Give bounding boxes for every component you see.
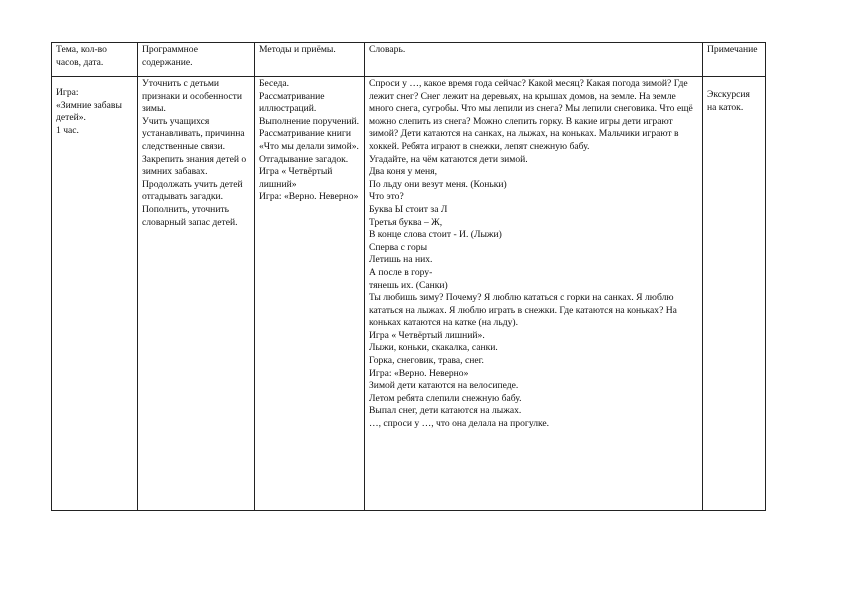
vocabulary-line: Летишь на них. xyxy=(369,254,433,266)
table-row xyxy=(52,77,766,511)
vocabulary-line: Третья буква – Ж, xyxy=(369,216,443,228)
cell-methods xyxy=(255,77,365,511)
vocabulary-line: Игра: «Верно. Неверно» xyxy=(369,367,469,379)
cell-vocabulary xyxy=(365,77,703,511)
vocabulary-line: …, спроси у …, что она делала на прогулке. xyxy=(369,418,550,430)
header-vocabulary: Словарь. xyxy=(365,43,703,77)
header-topic: Тема, кол-во часов, дата. xyxy=(52,43,138,77)
vocabulary-line: Игра « Четвёртый лишний». xyxy=(369,329,485,341)
method-item: Игра « Четвёртый лишний» xyxy=(259,166,333,190)
vocabulary-line: Зимой дети катаются на велосипеде. xyxy=(369,380,519,392)
cell-program xyxy=(138,77,255,511)
vocabulary-line: Лыжи, коньки, скакалка, санки. xyxy=(369,342,498,354)
method-item: Отгадывание загадок. xyxy=(259,153,349,165)
vocabulary-line: Летом ребята слепили снежную бабу. xyxy=(369,392,522,404)
vocabulary-line: Сперва с горы xyxy=(369,241,428,253)
vocabulary-line: Ты любишь зиму? Почему? Я люблю кататься с горки на санках. Я люблю кататься на лыжах. Я люблю играть в снежки. Где катаются на коньках? На коньках катаются на катке (на льду). xyxy=(369,292,677,329)
vocabulary-line: тянешь их. (Санки) xyxy=(369,279,448,291)
vocabulary-line: По льду они везут меня. (Коньки) xyxy=(369,178,507,190)
program-item: Уточнить с детьми признаки и особенности зимы. xyxy=(142,78,242,115)
vocabulary-line: В конце слова стоит - И. (Лыжи) xyxy=(369,229,502,241)
method-item: Рассматривание иллюстраций. xyxy=(259,90,325,115)
vocabulary-line: Выпал снег, дети катаются на лыжах. xyxy=(369,405,522,417)
vocabulary-line: Угадайте, на чём катаются дети зимой. xyxy=(369,153,528,165)
program-item: Пополнить, уточнить словарный запас детей. xyxy=(142,203,238,228)
cell-topic xyxy=(52,77,138,511)
note-text: Экскурсия на каток. xyxy=(707,89,750,113)
vocabulary-line: Спроси у …, какое время года сейчас? Какой месяц? Какая погода зимой? Где лежит снег? Снег лежит на деревьях, на крышах домов, на земле. На земле много снега, сугробы. Что мы лепили из снега? Мы лепили снеговика. Что ещё можно слепить из снега? Можно слепить горку. В какие игры дети играют зимой? Дети катаются на санках, на лыжах, на коньках. Мальчики играют в хоккей. Ребята играют в снежки, лепят снежную бабу. xyxy=(369,78,693,152)
method-item: Выполнение поручений. xyxy=(259,115,360,127)
program-item: Учить учащихся устанавливать, причинна следственные связи. xyxy=(142,115,245,152)
program-item: Закрепить знания детей о зимних забавах. xyxy=(142,153,247,178)
topic-line: Игра: xyxy=(56,87,79,98)
header-methods: Методы и приёмы. xyxy=(255,43,365,77)
method-item: Беседа. xyxy=(259,78,290,89)
topic-line: «Зимние забавы детей». xyxy=(56,99,122,124)
vocabulary-line: Горка, снеговик, трава, снег. xyxy=(369,355,484,367)
program-item: Продолжать учить детей отгадывать загадки. xyxy=(142,178,243,203)
vocabulary-line: Буква Ы стоит за Л xyxy=(369,203,448,215)
topic-line: 1 час. xyxy=(56,124,79,136)
header-note: Примечание xyxy=(703,43,766,77)
table-header-row xyxy=(52,43,766,77)
vocabulary-line: Два коня у меня, xyxy=(369,166,437,178)
header-program: Программное содержание. xyxy=(138,43,255,77)
vocabulary-line: А после в гору- xyxy=(369,266,433,278)
method-item: Игра: «Верно. Неверно» xyxy=(259,191,359,203)
lesson-plan-table xyxy=(51,42,766,511)
cell-note xyxy=(703,77,766,511)
method-item: Рассматривание книги «Что мы делали зимой». xyxy=(259,128,359,152)
vocabulary-line: Что это? xyxy=(369,191,404,203)
